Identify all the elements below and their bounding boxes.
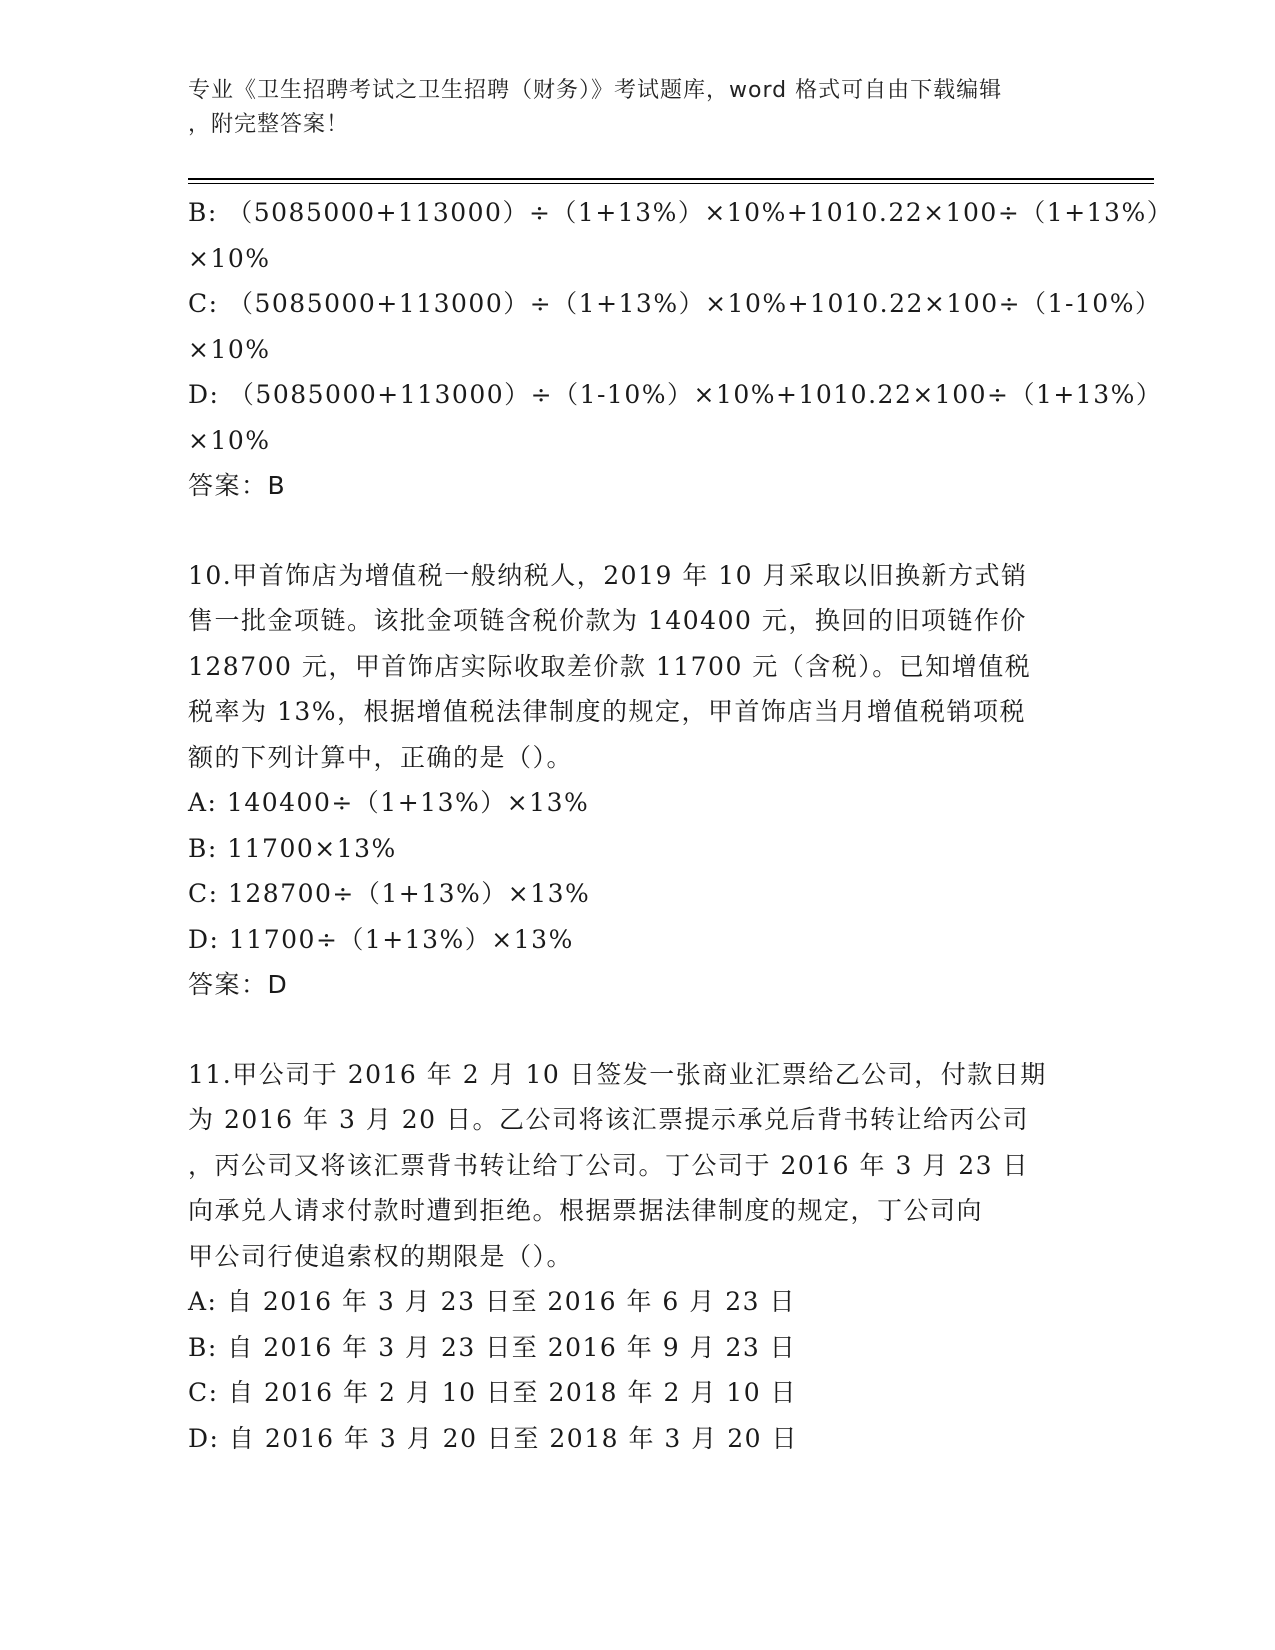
q11-option-b: B: 自 2016 年 3 月 23 日至 2016 年 9 月 23 日	[188, 1332, 797, 1362]
question-10	[188, 553, 1088, 1008]
q10-option-a: A: 140400÷（1+13%）×13%	[188, 788, 590, 817]
q10-stem-line-3: 128700 元，甲首饰店实际收取差价款 11700 元（含税）。已知增值税	[188, 651, 1032, 681]
q9-option-c-line-2: ×10%	[188, 334, 271, 364]
q9-option-b-line-2: ×10%	[188, 243, 271, 273]
header-rule-thin	[188, 183, 1154, 184]
q10-stem-line-5: 额的下列计算中，正确的是（）。	[188, 742, 574, 772]
q9-option-d-line-2: ×10%	[188, 425, 271, 455]
q11-stem-line-3: ，丙公司又将该汇票背书转让给丁公司。丁公司于 2016 年 3 月 23 日	[188, 1150, 1030, 1180]
q11-stem-line-2: 为 2016 年 3 月 20 日。乙公司将该汇票提示承兑后背书转让给丙公司	[188, 1105, 1030, 1134]
q10-stem-line-4: 税率为 13%，根据增值税法律制度的规定，甲首饰店当月增值税销项税	[188, 697, 1027, 726]
q11-option-c: C: 自 2016 年 2 月 10 日至 2018 年 2 月 10 日	[188, 1378, 798, 1407]
question-9-tail	[188, 190, 1174, 509]
q10-option-d: D: 11700÷（1+13%）×13%	[188, 924, 574, 954]
spacer	[188, 509, 1088, 553]
q11-option-d: D: 自 2016 年 3 月 20 日至 2018 年 3 月 20 日	[188, 1423, 798, 1453]
q10-stem-line-2: 售一批金项链。该批金项链含税价款为 140400 元，换回的旧项链作价	[188, 606, 1027, 635]
q9-option-b-line-1: B: （5085000+113000）÷（1+13%）×10%+1010.22×100÷（1+13%）	[188, 198, 1174, 227]
header-rule-thick	[188, 178, 1154, 180]
q11-stem-line-4: 向承兑人请求付款时遭到拒绝。根据票据法律制度的规定，丁公司向	[188, 1196, 984, 1225]
q9-option-d-line-1: D: （5085000+113000）÷（1-10%）×10%+1010.22×100÷（1+13%）	[188, 380, 1163, 409]
q10-answer: 答案：D	[188, 970, 289, 999]
q10-stem-line-1: 10.甲首饰店为增值税一般纳税人，2019 年 10 月采取以旧换新方式销	[188, 560, 1028, 590]
q11-stem-line-5: 甲公司行使追索权的期限是（）。	[188, 1241, 574, 1271]
spacer	[188, 1008, 1088, 1052]
document-body	[188, 190, 1174, 1461]
q10-option-b: B: 11700×13%	[188, 833, 397, 863]
q11-stem-line-1: 11.甲公司于 2016 年 2 月 10 日签发一张商业汇票给乙公司，付款日期	[188, 1059, 1047, 1089]
q9-answer: 答案：B	[188, 471, 287, 500]
header-line-1: 专业《卫生招聘考试之卫生招聘（财务）》考试题库，word 格式可自由下载编辑	[188, 78, 1003, 103]
q9-option-c-line-1: C: （5085000+113000）÷（1+13%）×10%+1010.22×100÷（1-10%）	[188, 289, 1162, 318]
q10-option-c: C: 128700÷（1+13%）×13%	[188, 879, 591, 908]
document-header	[188, 74, 1068, 142]
header-line-2: ，附完整答案！	[188, 112, 350, 137]
q11-option-a: A: 自 2016 年 3 月 23 日至 2016 年 6 月 23 日	[188, 1287, 796, 1316]
question-11	[188, 1052, 1088, 1462]
